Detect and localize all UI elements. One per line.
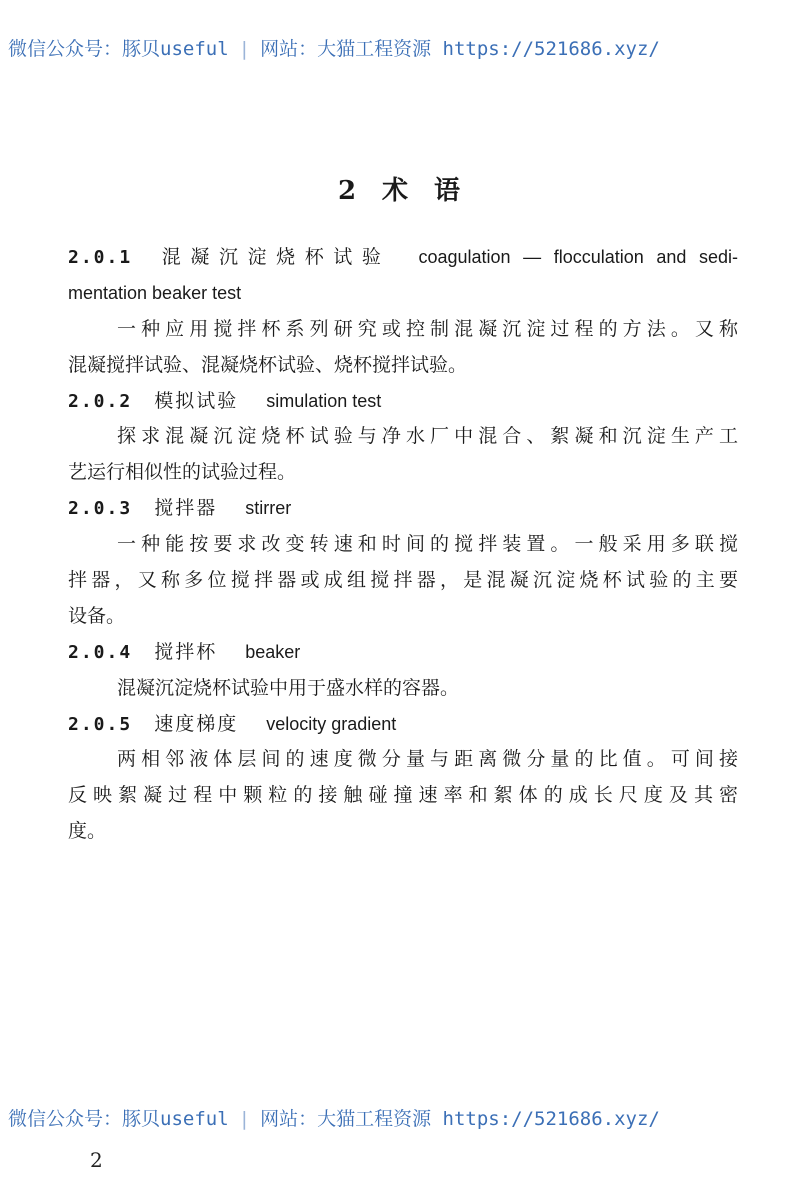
term-number: 2.0.4	[68, 641, 133, 663]
term-chinese: 速度梯度	[154, 712, 239, 735]
section-title-char: 术	[382, 176, 411, 206]
term-number: 2.0.2	[68, 390, 133, 412]
watermark-separator: |	[238, 38, 251, 60]
terms-list	[68, 240, 738, 850]
watermark-wechat: 微信公众号：豚贝useful	[8, 1108, 229, 1130]
term-chinese: 模拟试验	[154, 389, 239, 412]
term-heading	[68, 491, 738, 527]
term-english: coagulation — flocculation and sedi-	[418, 247, 738, 267]
term-heading	[68, 707, 738, 743]
term-english: velocity gradient	[266, 713, 397, 734]
definition-line: 一种应用搅拌杯系列研究或控制混凝沉淀过程的方法。又称	[117, 317, 738, 340]
definition-line: 混凝搅拌试验、混凝烧杯试验、烧杯搅拌试验。	[68, 353, 468, 376]
definition-line: 混凝沉淀烧杯试验中用于盛水样的容器。	[117, 676, 460, 699]
definition-line: 拌器，又称多位搅拌器或成组搅拌器，是混凝沉淀烧杯试验的主要	[68, 569, 738, 592]
term-number: 2.0.3	[68, 498, 133, 520]
term-english: simulation test	[266, 390, 382, 411]
watermark-header	[8, 34, 660, 61]
definition-line: 探求混凝沉淀烧杯试验与净水厂中混合、絮凝和沉淀生产工	[117, 425, 738, 448]
watermark-website: 网站：大猫工程资源 https://521686.xyz/	[260, 38, 660, 60]
definition-line: 两相邻液体层间的速度微分量与距离微分量的比值。可间接	[117, 748, 738, 771]
section-title-char: 语	[434, 176, 463, 206]
definition-line: 度。	[68, 820, 107, 843]
watermark-footer	[8, 1104, 660, 1131]
watermark-website: 网站：大猫工程资源 https://521686.xyz/	[260, 1108, 660, 1130]
term-heading	[68, 635, 738, 671]
term-english-continued: mentation beaker test	[68, 282, 242, 303]
term-chinese: 搅拌杯	[154, 640, 218, 663]
watermark-wechat: 微信公众号：豚贝useful	[8, 38, 229, 60]
definition-line: 一种能按要求改变转速和时间的搅拌装置。一般采用多联搅	[117, 533, 738, 556]
term-heading	[68, 240, 738, 276]
section-number: 2	[337, 176, 359, 206]
term-number: 2.0.5	[68, 713, 133, 735]
term-chinese: 混凝沉淀烧杯试验	[154, 246, 391, 268]
section-title	[0, 170, 800, 207]
definition-line: 艺运行相似性的试验过程。	[68, 461, 297, 484]
term-number: 2.0.1	[68, 247, 133, 268]
term-heading	[68, 384, 738, 420]
page-number: 2	[90, 1148, 103, 1172]
watermark-separator: |	[238, 1108, 251, 1130]
definition-line: 反映絮凝过程中颗粒的接触碰撞速率和絮体的成长尺度及其密	[68, 784, 738, 807]
definition-line: 设备。	[68, 604, 126, 627]
term-english: beaker	[245, 641, 301, 662]
term-english: stirrer	[245, 498, 292, 519]
term-chinese: 搅拌器	[154, 497, 218, 520]
